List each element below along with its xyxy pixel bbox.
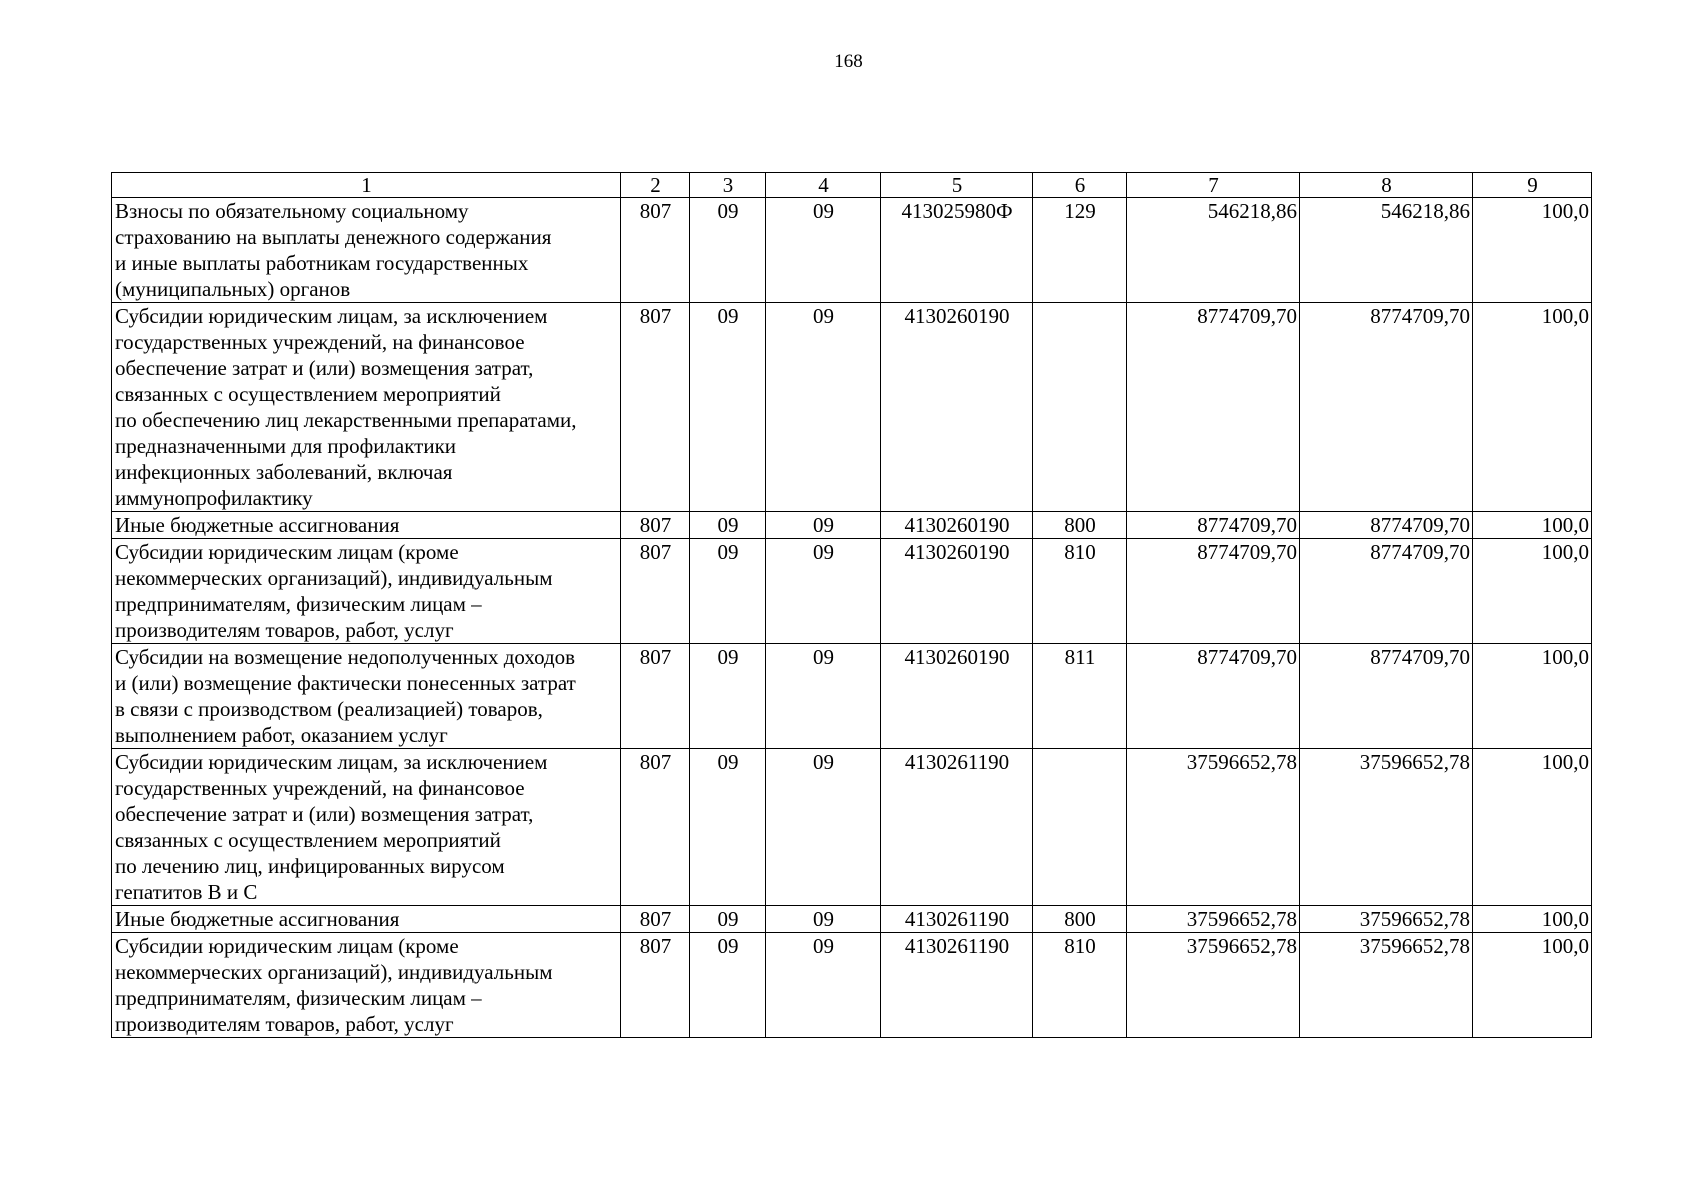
item-name-line: выполнением работ, оказанием услуг <box>115 723 448 747</box>
cell-expense-type: 811 <box>1033 644 1127 749</box>
cell-planned-amount: 8774709,70 <box>1127 539 1300 644</box>
item-name-line: некоммерческих организаций), индивидуальным <box>115 960 553 984</box>
item-name-line: Иные бюджетные ассигнования <box>115 907 400 931</box>
cell-execution-percent: 100,0 <box>1473 303 1592 512</box>
column-header: 6 <box>1033 173 1127 198</box>
cell-item-name <box>112 512 621 539</box>
cell-executed-amount: 37596652,78 <box>1300 749 1473 906</box>
cell-ministry-code: 807 <box>621 303 690 512</box>
item-name-line: некоммерческих организаций), индивидуальным <box>115 566 553 590</box>
cell-target-article: 4130260190 <box>881 644 1033 749</box>
cell-planned-amount: 8774709,70 <box>1127 512 1300 539</box>
table-row <box>112 512 1592 539</box>
cell-target-article: 4130261190 <box>881 906 1033 933</box>
cell-section: 09 <box>690 749 766 906</box>
column-header: 7 <box>1127 173 1300 198</box>
column-header: 3 <box>690 173 766 198</box>
cell-planned-amount: 37596652,78 <box>1127 906 1300 933</box>
cell-planned-amount: 8774709,70 <box>1127 644 1300 749</box>
cell-ministry-code: 807 <box>621 644 690 749</box>
item-name-line: обеспечение затрат и (или) возмещения затрат, <box>115 356 534 380</box>
cell-planned-amount: 8774709,70 <box>1127 303 1300 512</box>
table-row <box>112 198 1592 303</box>
cell-subsection: 09 <box>766 303 881 512</box>
cell-execution-percent: 100,0 <box>1473 644 1592 749</box>
cell-expense-type: 810 <box>1033 539 1127 644</box>
item-name-line: государственных учреждений, на финансовое <box>115 330 525 354</box>
cell-executed-amount: 8774709,70 <box>1300 512 1473 539</box>
cell-target-article: 4130260190 <box>881 303 1033 512</box>
cell-executed-amount: 37596652,78 <box>1300 906 1473 933</box>
cell-executed-amount: 37596652,78 <box>1300 933 1473 1038</box>
item-name-line: производителям товаров, работ, услуг <box>115 618 454 642</box>
cell-item-name <box>112 749 621 906</box>
item-name-line: Субсидии юридическим лицам, за исключением <box>115 304 548 328</box>
column-header: 5 <box>881 173 1033 198</box>
cell-execution-percent: 100,0 <box>1473 906 1592 933</box>
cell-section: 09 <box>690 198 766 303</box>
column-header: 9 <box>1473 173 1592 198</box>
table-row <box>112 906 1592 933</box>
cell-subsection: 09 <box>766 933 881 1038</box>
item-name-line: страхованию на выплаты денежного содержания <box>115 225 552 249</box>
cell-ministry-code: 807 <box>621 749 690 906</box>
cell-target-article: 4130261190 <box>881 749 1033 906</box>
item-name-line: предпринимателям, физическим лицам – <box>115 986 482 1010</box>
item-name-line: Иные бюджетные ассигнования <box>115 513 400 537</box>
cell-target-article: 4130261190 <box>881 933 1033 1038</box>
cell-ministry-code: 807 <box>621 512 690 539</box>
column-header: 2 <box>621 173 690 198</box>
cell-subsection: 09 <box>766 198 881 303</box>
budget-table <box>111 172 1592 1038</box>
cell-planned-amount: 37596652,78 <box>1127 749 1300 906</box>
table-body <box>112 198 1592 1038</box>
table-row <box>112 644 1592 749</box>
cell-planned-amount: 546218,86 <box>1127 198 1300 303</box>
column-header: 1 <box>112 173 621 198</box>
cell-expense-type <box>1033 749 1127 906</box>
cell-target-article: 413025980Ф <box>881 198 1033 303</box>
table-row <box>112 749 1592 906</box>
cell-execution-percent: 100,0 <box>1473 512 1592 539</box>
cell-item-name <box>112 303 621 512</box>
item-name-line: связанных с осуществлением мероприятий <box>115 382 501 406</box>
item-name-line: (муниципальных) органов <box>115 277 351 301</box>
cell-executed-amount: 8774709,70 <box>1300 539 1473 644</box>
cell-section: 09 <box>690 906 766 933</box>
cell-item-name <box>112 539 621 644</box>
item-name-line: предназначенными для профилактики <box>115 434 457 458</box>
item-name-line: по лечению лиц, инфицированных вирусом <box>115 854 505 878</box>
cell-expense-type <box>1033 303 1127 512</box>
item-name-line: государственных учреждений, на финансовое <box>115 776 525 800</box>
cell-execution-percent: 100,0 <box>1473 539 1592 644</box>
cell-subsection: 09 <box>766 512 881 539</box>
cell-target-article: 4130260190 <box>881 539 1033 644</box>
cell-ministry-code: 807 <box>621 539 690 644</box>
item-name-line: по обеспечению лиц лекарственными препаратами, <box>115 408 577 432</box>
cell-execution-percent: 100,0 <box>1473 749 1592 906</box>
item-name-line: Субсидии юридическим лицам (кроме <box>115 934 459 958</box>
item-name-line: Субсидии юридическим лицам (кроме <box>115 540 459 564</box>
cell-ministry-code: 807 <box>621 198 690 303</box>
column-header: 4 <box>766 173 881 198</box>
item-name-line: иммунопрофилактику <box>115 486 313 510</box>
cell-section: 09 <box>690 539 766 644</box>
item-name-line: и (или) возмещение фактически понесенных затрат <box>115 671 576 695</box>
item-name-line: в связи с производством (реализацией) товаров, <box>115 697 543 721</box>
item-name-line: Субсидии на возмещение недополученных доходов <box>115 645 576 669</box>
cell-expense-type: 810 <box>1033 933 1127 1038</box>
cell-planned-amount: 37596652,78 <box>1127 933 1300 1038</box>
cell-execution-percent: 100,0 <box>1473 198 1592 303</box>
cell-execution-percent: 100,0 <box>1473 933 1592 1038</box>
column-header: 8 <box>1300 173 1473 198</box>
item-name-line: гепатитов В и С <box>115 880 258 904</box>
cell-subsection: 09 <box>766 644 881 749</box>
cell-item-name <box>112 198 621 303</box>
cell-ministry-code: 807 <box>621 933 690 1038</box>
item-name-line: Взносы по обязательному социальному <box>115 199 469 223</box>
cell-expense-type: 129 <box>1033 198 1127 303</box>
table-row <box>112 303 1592 512</box>
table-row <box>112 539 1592 644</box>
cell-section: 09 <box>690 512 766 539</box>
item-name-line: Субсидии юридическим лицам, за исключением <box>115 750 548 774</box>
cell-expense-type: 800 <box>1033 906 1127 933</box>
table-row <box>112 933 1592 1038</box>
item-name-line: обеспечение затрат и (или) возмещения затрат, <box>115 802 534 826</box>
cell-item-name <box>112 933 621 1038</box>
cell-item-name <box>112 644 621 749</box>
cell-ministry-code: 807 <box>621 906 690 933</box>
item-name-line: и иные выплаты работникам государственных <box>115 251 529 275</box>
item-name-line: предпринимателям, физическим лицам – <box>115 592 482 616</box>
cell-executed-amount: 8774709,70 <box>1300 303 1473 512</box>
cell-expense-type: 800 <box>1033 512 1127 539</box>
item-name-line: связанных с осуществлением мероприятий <box>115 828 501 852</box>
cell-item-name <box>112 906 621 933</box>
cell-subsection: 09 <box>766 749 881 906</box>
cell-executed-amount: 546218,86 <box>1300 198 1473 303</box>
cell-target-article: 4130260190 <box>881 512 1033 539</box>
cell-executed-amount: 8774709,70 <box>1300 644 1473 749</box>
cell-section: 09 <box>690 933 766 1038</box>
cell-section: 09 <box>690 644 766 749</box>
cell-subsection: 09 <box>766 906 881 933</box>
cell-section: 09 <box>690 303 766 512</box>
item-name-line: инфекционных заболеваний, включая <box>115 460 453 484</box>
cell-subsection: 09 <box>766 539 881 644</box>
item-name-line: производителям товаров, работ, услуг <box>115 1012 454 1036</box>
page-number: 168 <box>834 51 863 72</box>
header-row <box>112 173 1592 198</box>
